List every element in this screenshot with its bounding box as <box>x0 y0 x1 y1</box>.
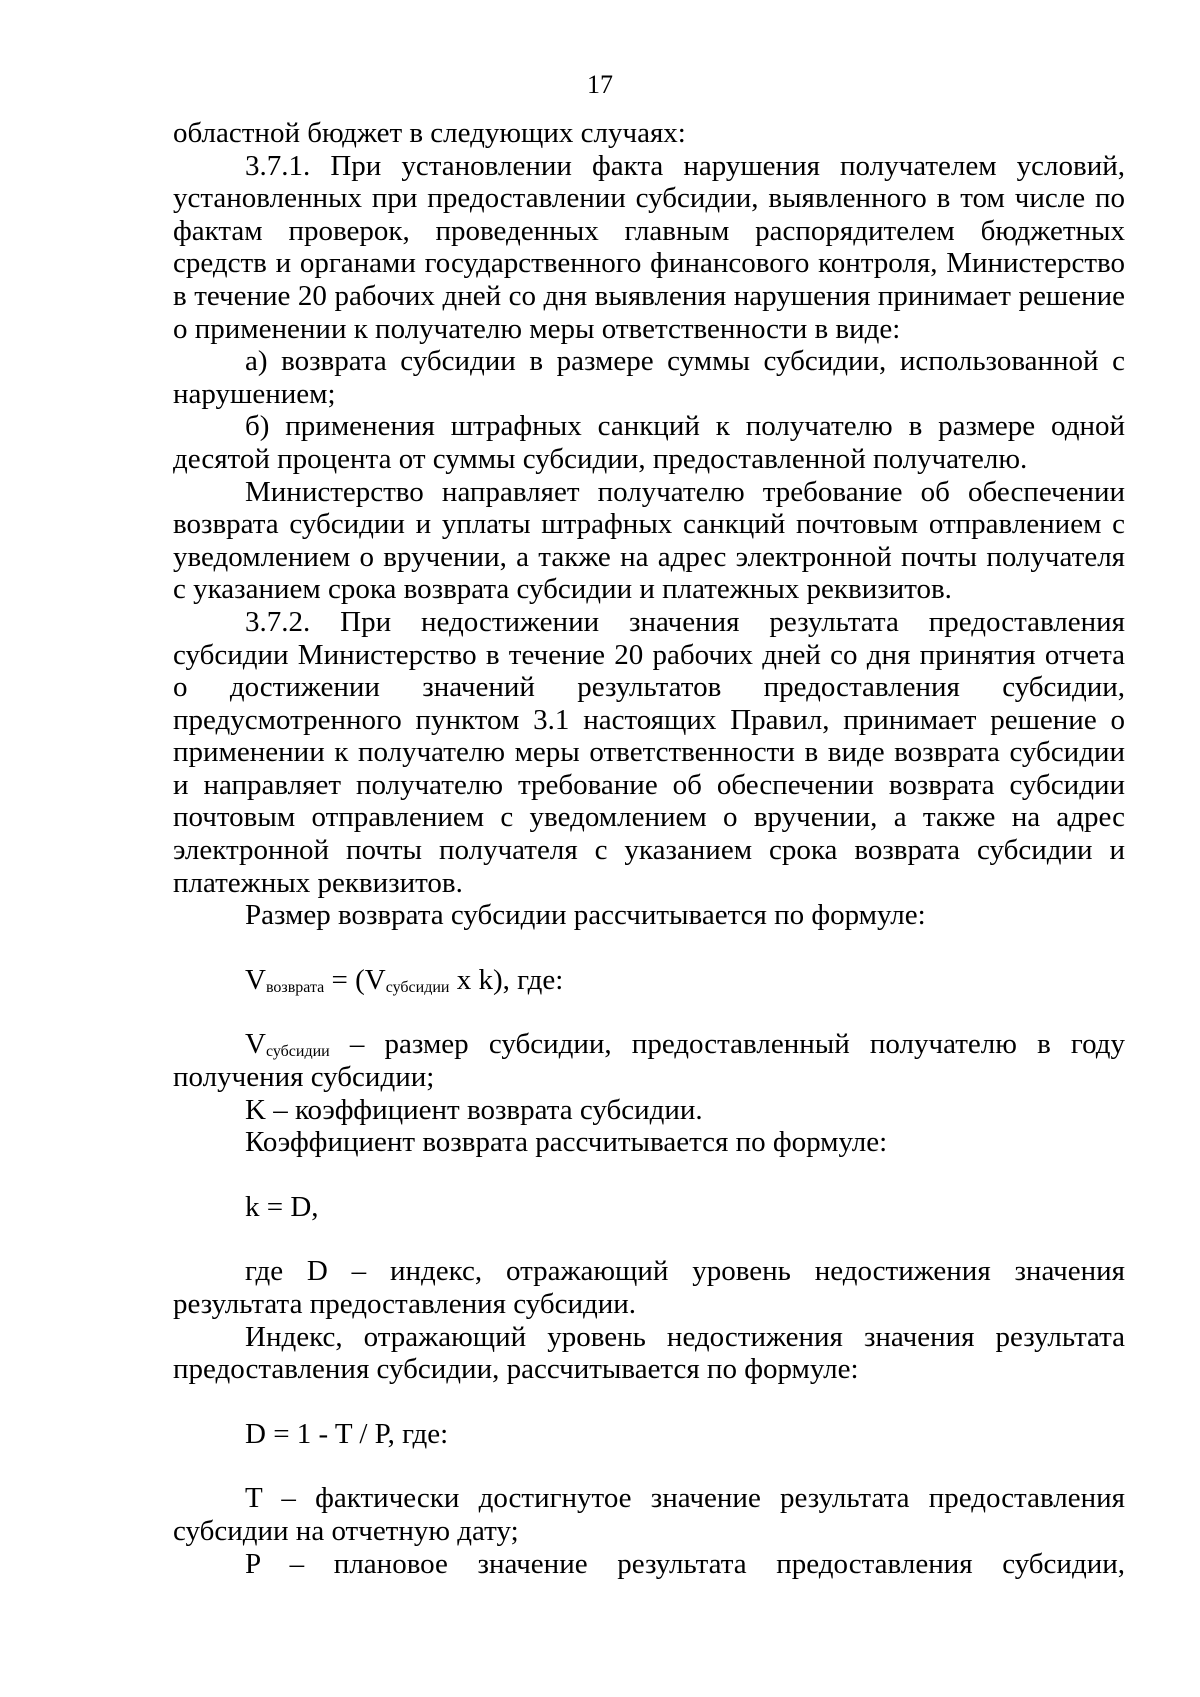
paragraph: Министерство направляет получателю требование об обеспечении возврата субсидии и уплаты штрафных санкций почтовым отправлением с уведомлением о вручении, а также на адрес электронной почты получателя с указанием срока возврата субсидии и платежных реквизитов. <box>173 475 1125 606</box>
paragraph-definition-p: P – плановое значение результата предоставления субсидии, <box>245 1547 1125 1580</box>
paragraph-definition-t: T – фактически достигнутое значение результата предоставления субсидии на отчетную дату; <box>173 1482 1125 1547</box>
paragraph-definition-v <box>173 1028 1125 1093</box>
paragraph-item-b: б) применения штрафных санкций к получателю в размере одной десятой процента от суммы субсидии, предоставленной получателю. <box>173 410 1125 475</box>
formula-symbol: V <box>245 963 266 996</box>
formula-text: = (V <box>324 963 386 996</box>
page-number: 17 <box>587 70 613 99</box>
paragraph-definition-k: K – коэффициент возврата субсидии. <box>245 1093 703 1126</box>
formula-subscript: возврата <box>265 978 325 996</box>
formula-d: D = 1 - T / P, где: <box>245 1417 449 1450</box>
formula-subscript: субсидии <box>385 978 450 996</box>
definition-text: – размер субсидии, предоставленный получателю в году получения субсидии; <box>173 1028 1126 1094</box>
paragraph-item-a: а) возврата субсидии в размере суммы субсидии, использованной с нарушением; <box>173 345 1125 410</box>
formula-symbol: V <box>245 1028 266 1061</box>
formula-text: x k), где: <box>449 963 564 996</box>
paragraph-3-7-2: 3.7.2. При недостижении значения результата предоставления субсидии Министерство в течение 20 рабочих дней со дня принятия отчета о достижении значений результатов предоставления субсидии, предусмотренного пунктом 3.1 настоящих Правил, принимает решение о применении к получателю меры ответственности в виде возврата субсидии и направляет получателю требование об обеспечении возврата субсидии почтовым отправлением с уведомлением о вручении, а также на адрес электронной почты получателя с указанием срока возврата субсидии и платежных реквизитов. <box>173 605 1125 899</box>
paragraph: Индекс, отражающий уровень недостижения значения результата предоставления субсидии, рассчитывается по формуле: <box>173 1320 1125 1386</box>
document-body <box>173 117 1125 1580</box>
formula-k: k = D, <box>245 1190 319 1223</box>
formula-subscript: субсидии <box>265 1043 330 1061</box>
formula-v-return <box>173 964 1125 997</box>
paragraph-3-7-1: 3.7.1. При установлении факта нарушения получателем условий, установленных при предоставлении субсидии, выявленного в том числе по фактам проверок, проведенных главным распорядителем бюджетных средств и органами государственного финансового контроля, Министерство в течение 20 рабочих дней со дня выявления нарушения принимает решение о применении к получателю меры ответственности в виде: <box>173 149 1125 345</box>
paragraph: Коэффициент возврата рассчитывается по формуле: <box>245 1126 888 1159</box>
paragraph: областной бюджет в следующих случаях: <box>173 117 686 149</box>
paragraph-definition-d: где D – индекс, отражающий уровень недостижения значения результата предоставления субсидии. <box>173 1255 1125 1320</box>
paragraph: Размер возврата субсидии рассчитывается по формуле: <box>245 899 926 932</box>
